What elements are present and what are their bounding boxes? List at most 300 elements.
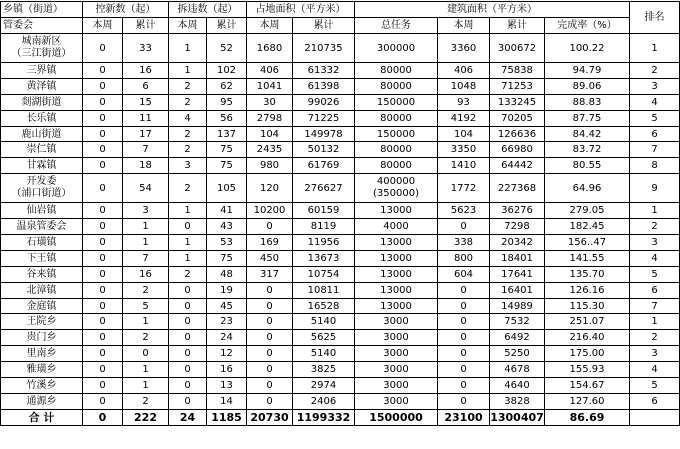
building-area-week: 0 bbox=[438, 330, 490, 346]
land-area-cumulative: 8119 bbox=[293, 219, 355, 235]
region-name: 谷来镇 bbox=[1, 266, 83, 282]
region-name bbox=[1, 34, 83, 63]
total-task: 13000 bbox=[355, 235, 438, 251]
header-region: 乡镇（街道） bbox=[1, 2, 83, 18]
rank: 2 bbox=[630, 63, 680, 79]
header-week: 本周 bbox=[83, 18, 123, 34]
total-task: 3000 bbox=[355, 314, 438, 330]
total-completion-rate: 86.69 bbox=[545, 409, 630, 425]
building-area-week: 1048 bbox=[438, 78, 490, 94]
rank: 1 bbox=[630, 203, 680, 219]
land-area-cumulative: 61769 bbox=[293, 158, 355, 174]
new-control-week: 0 bbox=[83, 219, 123, 235]
land-area-week: 0 bbox=[247, 330, 293, 346]
land-area-week: 1680 bbox=[247, 34, 293, 63]
demolition-week: 4 bbox=[169, 110, 207, 126]
total-task: 3000 bbox=[355, 378, 438, 394]
rank: 7 bbox=[630, 142, 680, 158]
total-task: 80000 bbox=[355, 110, 438, 126]
building-area-week: 0 bbox=[438, 393, 490, 409]
header-demolition: 拆违数（起） bbox=[169, 2, 247, 18]
header-cumulative: 累计 bbox=[123, 18, 169, 34]
new-control-cumulative: 1 bbox=[123, 235, 169, 251]
building-area-week: 93 bbox=[438, 94, 490, 110]
building-area-week: 406 bbox=[438, 63, 490, 79]
demolition-week: 2 bbox=[169, 174, 207, 203]
land-area-week: 169 bbox=[247, 235, 293, 251]
header-row-2 bbox=[1, 18, 680, 34]
demolition-cumulative: 48 bbox=[207, 266, 247, 282]
region-name: 剡湖街道 bbox=[1, 94, 83, 110]
new-control-week: 0 bbox=[83, 298, 123, 314]
completion-rate: 251.07 bbox=[545, 314, 630, 330]
land-area-cumulative: 13673 bbox=[293, 250, 355, 266]
building-area-cumulative: 20342 bbox=[490, 235, 545, 251]
demolition-cumulative: 95 bbox=[207, 94, 247, 110]
new-control-cumulative: 1 bbox=[123, 378, 169, 394]
new-control-cumulative: 16 bbox=[123, 266, 169, 282]
region-name: 黄泽镇 bbox=[1, 78, 83, 94]
building-area-week: 0 bbox=[438, 282, 490, 298]
rank: 3 bbox=[630, 346, 680, 362]
region-name: 北漳镇 bbox=[1, 282, 83, 298]
region-name-line-1: 城南新区 bbox=[21, 36, 62, 47]
demolition-week: 1 bbox=[169, 250, 207, 266]
total-task bbox=[355, 174, 438, 203]
demolition-week: 1 bbox=[169, 34, 207, 63]
building-area-week: 104 bbox=[438, 126, 490, 142]
total-task: 3000 bbox=[355, 362, 438, 378]
completion-rate: 89.06 bbox=[545, 78, 630, 94]
land-area-week: 10200 bbox=[247, 203, 293, 219]
demolition-cumulative: 102 bbox=[207, 63, 247, 79]
rank: 5 bbox=[630, 378, 680, 394]
total-task: 3000 bbox=[355, 393, 438, 409]
new-control-cumulative: 2 bbox=[123, 282, 169, 298]
rank: 1 bbox=[630, 314, 680, 330]
region-name: 竹溪乡 bbox=[1, 378, 83, 394]
demolition-cumulative: 13 bbox=[207, 378, 247, 394]
header-week: 本周 bbox=[247, 18, 293, 34]
building-area-week: 338 bbox=[438, 235, 490, 251]
completion-rate: 87.75 bbox=[545, 110, 630, 126]
total-task: 4000 bbox=[355, 219, 438, 235]
land-area-week: 2798 bbox=[247, 110, 293, 126]
new-control-week: 0 bbox=[83, 314, 123, 330]
land-area-week: 0 bbox=[247, 378, 293, 394]
new-control-cumulative: 17 bbox=[123, 126, 169, 142]
completion-rate: 141.55 bbox=[545, 250, 630, 266]
rank: 3 bbox=[630, 235, 680, 251]
rank: 8 bbox=[630, 158, 680, 174]
demolition-week: 1 bbox=[169, 63, 207, 79]
building-area-cumulative: 4640 bbox=[490, 378, 545, 394]
demolition-week: 0 bbox=[169, 314, 207, 330]
building-area-week: 0 bbox=[438, 314, 490, 330]
land-area-cumulative: 2974 bbox=[293, 378, 355, 394]
building-area-week: 0 bbox=[438, 346, 490, 362]
completion-rate: 94.79 bbox=[545, 63, 630, 79]
header-cumulative: 累计 bbox=[490, 18, 545, 34]
total-task: 150000 bbox=[355, 126, 438, 142]
region-name: 贵门乡 bbox=[1, 330, 83, 346]
table-row bbox=[1, 203, 680, 219]
demolition-week: 0 bbox=[169, 298, 207, 314]
completion-rate: 88.83 bbox=[545, 94, 630, 110]
total-new-control-week: 0 bbox=[83, 409, 123, 425]
region-name: 长乐镇 bbox=[1, 110, 83, 126]
land-area-week: 0 bbox=[247, 282, 293, 298]
total-task: 300000 bbox=[355, 34, 438, 63]
demolition-cumulative: 24 bbox=[207, 330, 247, 346]
demolition-cumulative: 16 bbox=[207, 362, 247, 378]
building-area-week: 3350 bbox=[438, 142, 490, 158]
demolition-cumulative: 53 bbox=[207, 235, 247, 251]
building-area-cumulative: 4678 bbox=[490, 362, 545, 378]
demolition-cumulative: 43 bbox=[207, 219, 247, 235]
rank: 6 bbox=[630, 126, 680, 142]
region-name-line-2: （浦口街道） bbox=[11, 188, 72, 200]
region-name-line-2: （三江街道） bbox=[11, 48, 72, 59]
building-area-cumulative: 66980 bbox=[490, 142, 545, 158]
land-area-cumulative: 276627 bbox=[293, 174, 355, 203]
building-area-week: 0 bbox=[438, 362, 490, 378]
building-area-week: 0 bbox=[438, 378, 490, 394]
table-row bbox=[1, 34, 680, 63]
land-area-week: 1041 bbox=[247, 78, 293, 94]
total-task: 13000 bbox=[355, 250, 438, 266]
land-area-cumulative: 16528 bbox=[293, 298, 355, 314]
new-control-week: 0 bbox=[83, 330, 123, 346]
rank: 6 bbox=[630, 282, 680, 298]
region-name-line-1: 开发委 bbox=[26, 176, 57, 188]
completion-rate: 216.40 bbox=[545, 330, 630, 346]
completion-rate: 126.16 bbox=[545, 282, 630, 298]
total-row bbox=[1, 409, 680, 425]
new-control-week: 0 bbox=[83, 174, 123, 203]
completion-rate: 80.55 bbox=[545, 158, 630, 174]
region-name: 三界镇 bbox=[1, 63, 83, 79]
new-control-week: 0 bbox=[83, 378, 123, 394]
header-committee: 管委会 bbox=[1, 18, 83, 34]
new-control-cumulative: 16 bbox=[123, 63, 169, 79]
completion-rate: 135.70 bbox=[545, 266, 630, 282]
new-control-week: 0 bbox=[83, 282, 123, 298]
new-control-cumulative: 7 bbox=[123, 142, 169, 158]
land-area-week: 120 bbox=[247, 174, 293, 203]
region-name: 下王镇 bbox=[1, 250, 83, 266]
completion-rate: 64.96 bbox=[545, 174, 630, 203]
land-area-cumulative: 2406 bbox=[293, 393, 355, 409]
land-area-week: 104 bbox=[247, 126, 293, 142]
demolition-week: 0 bbox=[169, 362, 207, 378]
new-control-cumulative: 2 bbox=[123, 393, 169, 409]
land-area-week: 317 bbox=[247, 266, 293, 282]
new-control-cumulative: 1 bbox=[123, 219, 169, 235]
header-new-control: 控新数（起） bbox=[83, 2, 169, 18]
table-row bbox=[1, 346, 680, 362]
land-area-week: 0 bbox=[247, 314, 293, 330]
building-area-cumulative: 300672 bbox=[490, 34, 545, 63]
rank: 5 bbox=[630, 110, 680, 126]
demolition-cumulative: 12 bbox=[207, 346, 247, 362]
new-control-week: 0 bbox=[83, 126, 123, 142]
demolition-week: 0 bbox=[169, 330, 207, 346]
region-name: 雅璜乡 bbox=[1, 362, 83, 378]
total-land-area-cumulative: 1199332 bbox=[293, 409, 355, 425]
header-land-area: 占地面积（平方米） bbox=[247, 2, 355, 18]
building-area-week: 4192 bbox=[438, 110, 490, 126]
table-row bbox=[1, 158, 680, 174]
building-area-cumulative: 133245 bbox=[490, 94, 545, 110]
table-row bbox=[1, 330, 680, 346]
rank: 2 bbox=[630, 330, 680, 346]
region-name: 温泉管委会 bbox=[1, 219, 83, 235]
table-row bbox=[1, 174, 680, 203]
total-land-area-week: 20730 bbox=[247, 409, 293, 425]
land-area-week: 450 bbox=[247, 250, 293, 266]
building-area-cumulative: 70205 bbox=[490, 110, 545, 126]
land-area-cumulative: 61332 bbox=[293, 63, 355, 79]
demolition-week: 1 bbox=[169, 203, 207, 219]
new-control-cumulative: 11 bbox=[123, 110, 169, 126]
demolition-cumulative: 105 bbox=[207, 174, 247, 203]
demolition-week: 0 bbox=[169, 282, 207, 298]
new-control-week: 0 bbox=[83, 393, 123, 409]
demolition-cumulative: 19 bbox=[207, 282, 247, 298]
demolition-cumulative: 23 bbox=[207, 314, 247, 330]
completion-rate: 100.22 bbox=[545, 34, 630, 63]
land-area-cumulative: 10754 bbox=[293, 266, 355, 282]
total-building-area-cumulative: 1300407 bbox=[490, 410, 544, 424]
land-area-week: 406 bbox=[247, 63, 293, 79]
table-row bbox=[1, 94, 680, 110]
new-control-week: 0 bbox=[83, 362, 123, 378]
demolition-week: 2 bbox=[169, 94, 207, 110]
demolition-cumulative: 75 bbox=[207, 250, 247, 266]
building-area-week: 0 bbox=[438, 298, 490, 314]
total-task: 150000 bbox=[355, 94, 438, 110]
building-area-cumulative: 126636 bbox=[490, 126, 545, 142]
new-control-cumulative: 2 bbox=[123, 330, 169, 346]
table-row bbox=[1, 142, 680, 158]
building-area-cumulative: 14989 bbox=[490, 298, 545, 314]
header-rank: 排名 bbox=[630, 2, 680, 34]
demolition-cumulative: 137 bbox=[207, 126, 247, 142]
header-cumulative: 累计 bbox=[293, 18, 355, 34]
land-area-cumulative: 5625 bbox=[293, 330, 355, 346]
demolition-week: 2 bbox=[169, 78, 207, 94]
region-name: 里南乡 bbox=[1, 346, 83, 362]
table-row bbox=[1, 235, 680, 251]
completion-rate: 155.93 bbox=[545, 362, 630, 378]
land-area-cumulative: 210735 bbox=[293, 34, 355, 63]
building-area-cumulative: 17641 bbox=[490, 266, 545, 282]
total-task: 13000 bbox=[355, 282, 438, 298]
completion-rate: 83.72 bbox=[545, 142, 630, 158]
header-building-area: 建筑面积（平方米） bbox=[355, 2, 630, 18]
table-row bbox=[1, 219, 680, 235]
demolition-week: 2 bbox=[169, 266, 207, 282]
demolition-cumulative: 52 bbox=[207, 34, 247, 63]
table-row bbox=[1, 250, 680, 266]
new-control-cumulative: 1 bbox=[123, 362, 169, 378]
header-total-task: 总任务 bbox=[355, 18, 438, 34]
total-task: 13000 bbox=[355, 298, 438, 314]
rank: 3 bbox=[630, 78, 680, 94]
rank: 9 bbox=[630, 174, 680, 203]
land-area-week: 0 bbox=[247, 298, 293, 314]
total-demolition-week: 24 bbox=[169, 409, 207, 425]
rank: 1 bbox=[630, 34, 680, 63]
total-demolition-cumulative: 1185 bbox=[207, 409, 247, 425]
completion-rate: 182.45 bbox=[545, 219, 630, 235]
new-control-cumulative: 54 bbox=[123, 174, 169, 203]
new-control-week: 0 bbox=[83, 346, 123, 362]
new-control-cumulative: 7 bbox=[123, 250, 169, 266]
rank: 5 bbox=[630, 266, 680, 282]
demolition-week: 0 bbox=[169, 346, 207, 362]
new-control-cumulative: 18 bbox=[123, 158, 169, 174]
region-name: 甘霖镇 bbox=[1, 158, 83, 174]
rank: 4 bbox=[630, 362, 680, 378]
completion-rate: 84.42 bbox=[545, 126, 630, 142]
total-task: 80000 bbox=[355, 142, 438, 158]
new-control-cumulative: 1 bbox=[123, 314, 169, 330]
region-name: 王院乡 bbox=[1, 314, 83, 330]
new-control-week: 0 bbox=[83, 250, 123, 266]
land-area-cumulative: 11956 bbox=[293, 235, 355, 251]
region-name: 通源乡 bbox=[1, 393, 83, 409]
building-area-cumulative: 71253 bbox=[490, 78, 545, 94]
new-control-week: 0 bbox=[83, 203, 123, 219]
new-control-week: 0 bbox=[83, 266, 123, 282]
building-area-cumulative: 5250 bbox=[490, 346, 545, 362]
table-row bbox=[1, 298, 680, 314]
completion-rate: 115.30 bbox=[545, 298, 630, 314]
land-area-week: 0 bbox=[247, 219, 293, 235]
table-row bbox=[1, 266, 680, 282]
rank: 4 bbox=[630, 250, 680, 266]
total-task-line-2: (350000) bbox=[373, 188, 419, 200]
table-row bbox=[1, 393, 680, 409]
building-area-cumulative: 7532 bbox=[490, 314, 545, 330]
table-row bbox=[1, 78, 680, 94]
land-area-week: 0 bbox=[247, 346, 293, 362]
rank: 2 bbox=[630, 219, 680, 235]
table-row bbox=[1, 126, 680, 142]
land-area-week: 2435 bbox=[247, 142, 293, 158]
new-control-week: 0 bbox=[83, 110, 123, 126]
land-area-week: 30 bbox=[247, 94, 293, 110]
rank: 6 bbox=[630, 393, 680, 409]
header-week: 本周 bbox=[438, 18, 490, 34]
land-area-week: 0 bbox=[247, 362, 293, 378]
land-area-cumulative: 61398 bbox=[293, 78, 355, 94]
land-area-cumulative: 3825 bbox=[293, 362, 355, 378]
table-row bbox=[1, 378, 680, 394]
building-area-cumulative: 3828 bbox=[490, 393, 545, 409]
demolition-week: 2 bbox=[169, 126, 207, 142]
new-control-week: 0 bbox=[83, 142, 123, 158]
total-rank bbox=[630, 409, 680, 425]
new-control-cumulative: 6 bbox=[123, 78, 169, 94]
building-area-week: 800 bbox=[438, 250, 490, 266]
rank: 7 bbox=[630, 298, 680, 314]
total-new-control-cumulative: 222 bbox=[123, 409, 169, 425]
table-row bbox=[1, 362, 680, 378]
demolition-week: 1 bbox=[169, 235, 207, 251]
new-control-cumulative: 0 bbox=[123, 346, 169, 362]
region-name: 仙岩镇 bbox=[1, 203, 83, 219]
building-area-cumulative: 18401 bbox=[490, 250, 545, 266]
demolition-cumulative: 56 bbox=[207, 110, 247, 126]
new-control-cumulative: 33 bbox=[123, 34, 169, 63]
header-cumulative: 累计 bbox=[207, 18, 247, 34]
completion-rate: 156..47 bbox=[545, 235, 630, 251]
total-task: 80000 bbox=[355, 63, 438, 79]
demolition-cumulative: 45 bbox=[207, 298, 247, 314]
total-task: 13000 bbox=[355, 266, 438, 282]
land-area-week: 980 bbox=[247, 158, 293, 174]
new-control-week: 0 bbox=[83, 63, 123, 79]
demolition-cumulative: 41 bbox=[207, 203, 247, 219]
demolition-week: 2 bbox=[169, 142, 207, 158]
region-name: 崇仁镇 bbox=[1, 142, 83, 158]
building-area-week: 1410 bbox=[438, 158, 490, 174]
new-control-cumulative: 3 bbox=[123, 203, 169, 219]
building-area-week: 0 bbox=[438, 219, 490, 235]
building-area-cumulative: 227368 bbox=[490, 174, 545, 203]
demolition-cumulative: 75 bbox=[207, 158, 247, 174]
completion-rate: 154.67 bbox=[545, 378, 630, 394]
new-control-week: 0 bbox=[83, 235, 123, 251]
building-area-week: 1772 bbox=[438, 174, 490, 203]
total-total-task: 1500000 bbox=[355, 409, 438, 425]
demolition-cumulative: 62 bbox=[207, 78, 247, 94]
total-building-area-week: 23100 bbox=[438, 409, 490, 425]
land-area-cumulative: 5140 bbox=[293, 346, 355, 362]
building-area-cumulative: 6492 bbox=[490, 330, 545, 346]
new-control-cumulative: 15 bbox=[123, 94, 169, 110]
total-task: 80000 bbox=[355, 158, 438, 174]
table-row bbox=[1, 110, 680, 126]
new-control-cumulative: 5 bbox=[123, 298, 169, 314]
rank: 4 bbox=[630, 94, 680, 110]
land-area-cumulative: 149978 bbox=[293, 126, 355, 142]
new-control-week: 0 bbox=[83, 158, 123, 174]
demolition-week: 0 bbox=[169, 393, 207, 409]
building-area-cumulative: 75838 bbox=[490, 63, 545, 79]
table-row bbox=[1, 314, 680, 330]
land-area-cumulative: 10811 bbox=[293, 282, 355, 298]
building-area-cumulative: 16401 bbox=[490, 282, 545, 298]
region-name: 石璜镇 bbox=[1, 235, 83, 251]
demolition-week: 3 bbox=[169, 158, 207, 174]
completion-rate: 175.00 bbox=[545, 346, 630, 362]
land-area-cumulative: 60159 bbox=[293, 203, 355, 219]
land-area-cumulative: 99026 bbox=[293, 94, 355, 110]
land-area-week: 0 bbox=[247, 393, 293, 409]
total-task: 13000 bbox=[355, 203, 438, 219]
completion-rate: 127.60 bbox=[545, 393, 630, 409]
region-name bbox=[1, 174, 83, 203]
header-completion-rate: 完成率（%） bbox=[545, 18, 630, 34]
building-area-cumulative: 36276 bbox=[490, 203, 545, 219]
stats-table bbox=[0, 1, 680, 426]
building-area-cumulative: 7298 bbox=[490, 219, 545, 235]
building-area-week: 3360 bbox=[438, 34, 490, 63]
